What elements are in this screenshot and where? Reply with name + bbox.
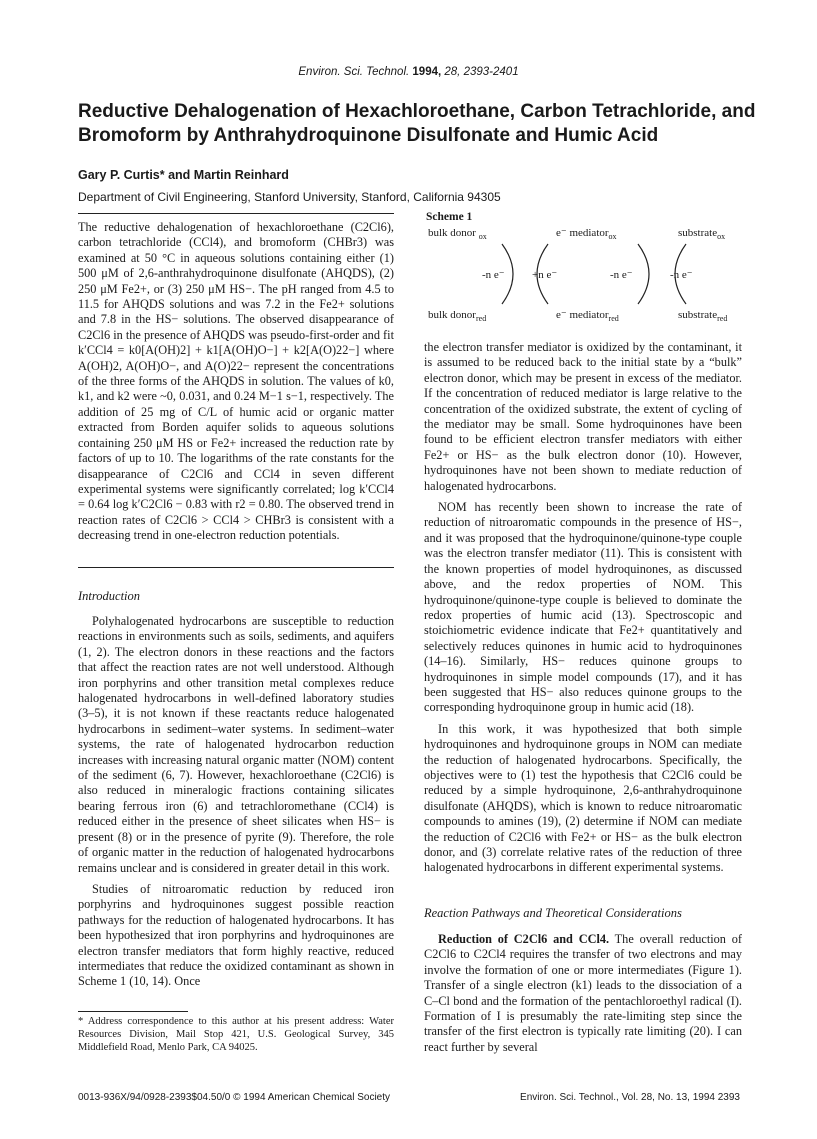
section-heading: Reaction Pathways and Theoretical Considerations (424, 906, 682, 920)
affiliation: Department of Civil Engineering, Stanford University, Stanford, California 94305 (78, 190, 501, 204)
subsection-heading: Reduction of C2Cl6 and CCl4. (438, 932, 610, 946)
abstract (78, 220, 394, 550)
plus-ne-label: +n e⁻ (532, 269, 558, 281)
abstract-text: The reductive dehalogenation of hexachloroethane (C2Cl6), carbon tetrachloride (CCl4), and bromoform (CHBr3) was examined at 50 °C in aqueous solutions containing either (1) 500 μM of 2,6-anthrahydroquinone disulfonate (AHQDS), (2) 250 μM Fe2+, or (3) 250 μM HS−. The pH ranged from 4.5 to 11.5 for AHQDS solutions and was 7.2 in the Fe2+ solutions and 7.8 in the HS− solutions. The observed disappearance of C2Cl6 in the presence of AHQDS was pseudo-first-order and fit k′CCl4 = k0[A(OH)2] + k1[A(OH)O−] + k2[A(O)22−] where A(OH)2, A(OH)O−, and A(O)22− represent the concentrations of the three forms of the AHQDS in solution. The values of k0, k1, and k2 were ~0, 0.031, and 0.24 M−1 s−1, respectively. The addition of 25 mg of C/L of humic acid or organic matter extracted from Borden aquifer solids to aqueous solutions containing 250 μM HS or Fe2+ increased the reduction rate by factors of up to 10. The logarithms of the rate constants for the disappearance of C2Cl6 and CCl4 in seven different experimental systems were significantly correlated; log k′CCl4 = 0.64 log k′C2Cl6 − 0.83 with r2 = 0.80. The observed trend in reaction rates of C2Cl6 > CCl4 > CHBr3 is consistent with a decreasing trend in one-electron reduction potentials. (78, 220, 394, 543)
journal-header (0, 66, 817, 78)
journal-name: Environ. Sci. Technol. (298, 66, 410, 78)
arc-mediator-right (638, 244, 649, 304)
footer-copyright: 0013-936X/94/0928-2393$04.50/0 © 1994 American Chemical Society (78, 1092, 391, 1103)
scheme-label: Scheme 1 (426, 211, 473, 223)
substrate-ox-label: substrate$_{ox}$ (678, 227, 726, 241)
reaction-pathways-body (424, 932, 742, 1061)
mediator-ox-label: e⁻ mediator$_{ox}$ (556, 227, 617, 241)
minus-ne-label: -n e⁻ (482, 269, 505, 281)
intro-paragraph: Polyhalogenated hydrocarbons are susceptible to reduction reactions in environments such as soils, sediments, and aquifers (1, 2). The electron donors in these reactions and the factors that affect the reaction rates are not well understood. Although iron porphyrins and other transition metal complexes reduce halogenated hydrocarbons in well-defined laboratory studies (3–5), it is not known if these reactants reduce halogenated hydrocarbons in sediment–water systems. In sediment–water systems, the rate of halogenated hydrocarbon reduction increases with increasing natural organic matter (NOM) content of the sediment (6, 7). However, hexachloroethane (C2Cl6) is also reduced in mineralogic fractions containing silicates bearing ferrous iron (6) and tetrachloromethane (CCl4) is reduced either in the presence of sheet silicates when HS− is present (8) or in the presence of pyrite (9). Therefore, the role of organic matter in the reduction of halogenated hydrocarbons remains unclear and is considered in greater detail in this work. (78, 614, 394, 875)
intro-heading: Introduction (78, 589, 141, 603)
substrate-red-label: substrate$_{red}$ (678, 309, 728, 323)
abstract-top-rule (78, 213, 394, 214)
minus-ne-label: -n e⁻ (610, 269, 633, 281)
right-paragraph: In this work, it was hypothesized that both simple hydroquinones and hydroquinone groups in NOM can mediate the reduction of halogenated hydrocarbons. Specifically, the objectives were to (1) test the hypothesis that C2Cl6 could be reduced by a simple hydroquinone, 2,6-anthrahydroquinone disulfonate (AHQDS), which is known to reduce nitroaromatic compounds to amines (19), (2) determine if NOM can mediate the reduction of C2Cl6 with Fe2+ or HS− as the bulk electron donor, and (3) correlate relative rates of the reduction of three halogenated hydrocarbons in different experimental systems. (424, 721, 742, 875)
footnote-rule (78, 1011, 188, 1012)
reaction-text: The overall reduction of C2Cl6 to C2Cl4 requires the transfer of two electrons and may involve the formation of one or more intermediates (Figure 1). Transfer of a single electron (k1) leads to the dissociation of a C–Cl bond and the formation of the pentachloroethyl radical (I). Formation of I is presumably the rate-limiting step since the transfer of the first electron is typically rate limiting (20). I can react further by several (424, 932, 742, 1054)
intro-body (78, 614, 394, 996)
footer-citation: Environ. Sci. Technol., Vol. 28, No. 13, 1994 2393 (520, 1092, 740, 1103)
mediator-red-label: e⁻ mediator$_{red}$ (556, 309, 619, 323)
authors: Gary P. Curtis* and Martin Reinhard (78, 168, 289, 182)
abstract-bottom-rule (78, 567, 394, 568)
footnote: * Address correspondence to this author at his present address: Water Resources Division, Mail Stop 421, U.S. Geological Survey, 345 Middlefield Road, Menlo Park, CA 94025. (78, 1016, 394, 1053)
reaction-paragraph (424, 932, 742, 1055)
journal-pages: 2393-2401 (463, 66, 519, 78)
intro-paragraph: Studies of nitroaromatic reduction by reduced iron porphyrins and hydroquinones suggest possible reaction pathways for the reduction of halogenated hydrocarbons. It has been hypothesized that iron porphyrins and hydroquinones are electron transfer mediators that form highly reactive, reduced intermediates that reduce the oxidized contaminant as shown in Scheme 1 (10, 14). Once (78, 881, 394, 989)
bulk-donor-ox-label: bulk donor $_{ox}$ (428, 227, 487, 241)
journal-year: 1994, (412, 66, 442, 78)
right-column (424, 340, 742, 882)
journal-volume: 28, (444, 66, 461, 78)
article-title: Reductive Dehalogenation of Hexachloroethane, Carbon Tetrachloride, and Bromoform by Anthrahydroquinone Disulfonate and Humic Acid (78, 101, 756, 146)
bulk-donor-red-label: bulk donor$_{red}$ (428, 309, 487, 323)
scheme-diagram (424, 222, 746, 332)
minus-ne-label: -n e⁻ (670, 269, 693, 281)
right-paragraph: NOM has recently been shown to increase the rate of reduction of nitroaromatic compounds in the presence of HS−, and it was proposed that the hydroquinone/quinone-type couple was the electron transfer mediator (11). This is consistent with the known properties of model hydroquinones, as discussed above, and the redox properties of NOM. This hydroquinone/quinone-type couple is believed to dominate the redox properties of humic acid (13). Spectroscopic and stoichiometric evidence indicate that Fe2+ quantitatively and selectively reduces quinones in humic acid to hydroquinones (14–16). Similarly, HS− reduces quinone groups to hydroquinones in simple model compounds (17), and it has been suggested that HS− also reduces quinone groups to the corresponding hydroquinone group in humic acid (18). (424, 500, 742, 715)
right-paragraph: the electron transfer mediator is oxidized by the contaminant, it is assumed to be reduced back to the initial state by a “bulk” electron donor, which may be present in excess of the mediator. If the concentration of reduced mediator is large relative to the concentration of the oxidized substrate, the extent of cycling of the mediator may be small. Some hydroquinones have been found to be efficient electron transfer mediators with either Fe2+ or HS− as the bulk electron donor (10). However, hydroquinones have not been shown to mediate reduction of halogenated hydrocarbons. (424, 340, 742, 493)
